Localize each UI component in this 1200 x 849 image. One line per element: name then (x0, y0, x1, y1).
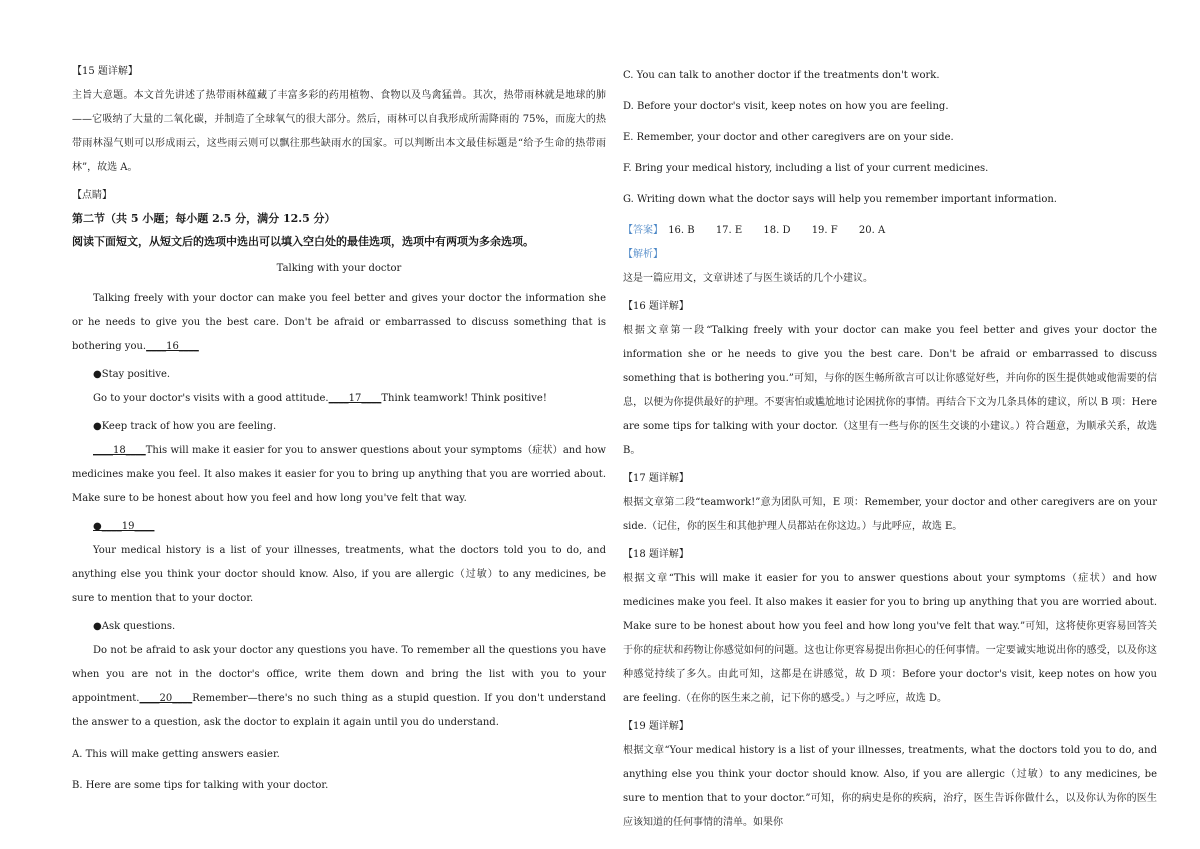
answer-19: 19. F (811, 225, 838, 236)
q16-heading: 【16 题详解】 (623, 301, 689, 312)
passage-paragraph-4: Your medical history is a list of your illnesses, treatments, what the doctors told you to do, and anything else you think your doctor should know. Also, if you are allergic（过敏）to any medicines, be sure to mention that to your doctor. (72, 545, 606, 604)
answer-20: 20. A (858, 225, 886, 236)
section-instruction: 阅读下面短文，从短文后的选项中选出可以填入空白处的最佳选项，选项中有两项为多余选项。 (72, 235, 534, 248)
bullet-ask-questions: ●Ask questions. (93, 621, 176, 632)
q19-explanation: 根据文章“Your medical history is a list of your illnesses, treatments, what the doctors told you to do, and anything else you think your doctor should know. Also, if you are allergic（过敏）to any medicines, be sure to mention that to your doctor.”可知，你的病史是你的疾病，治疗，医生告诉你做什么，以及你认为你的医生应该知道的任何事情的清单。如果你 (623, 745, 1157, 828)
q15-explanation: 主旨大意题。本文首先讲述了热带雨林蕴藏了丰富多彩的药用植物、食物以及鸟禽猛兽。其次，热带雨林就是地球的肺——它吸纳了大量的二氧化碳，并制造了全球氧气的很大部分。然后，雨林可以自我形成所需降雨的 75%，而庞大的热带雨林湿气则可以形成雨云，这些雨云则可以飘往那些缺雨水的国家。可以判断出本文最佳标题是“给予生命的热带雨林”，故选 A。 (72, 90, 606, 173)
option-c: C. You can talk to another doctor if the treatments don't work. (623, 70, 940, 81)
q16-explanation: 根据文章第一段“Talking freely with your doctor can make you feel better and gives your doctor the information she or he needs to give you the best care. Don't be afraid or embarrassed to discuss something that is bothering you.”可知，与你的医生畅所欲言可以让你感觉好些，并向你的医生提供她或他需要的信息，以便为你提供最好的护理。不要害怕或尴尬地讨论困扰你的事情。再结合下文为几条具体的建议，所以 B 项：Here are some tips for talking with your doctor.（这里有一些与你的医生交谈的小建议。）符合题意，为顺承关系，故选 B。 (623, 325, 1157, 456)
passage-paragraph-1 (72, 287, 606, 359)
left-column (72, 60, 606, 801)
blank-20: ____20____ (139, 693, 193, 704)
blank-17: ____17____ (328, 393, 382, 404)
q17-explanation: 根据文章第二段“teamwork!”意为团队可知，E 项：Remember, your doctor and other caregivers are on your side.（记住，你的医生和其他护理人员都站在你这边。）与此呼应，故选 E。 (623, 497, 1157, 532)
answer-16: 16. B (668, 225, 695, 236)
dianjing-heading: 【点睛】 (72, 190, 112, 201)
answer-line (623, 219, 1157, 243)
option-f: F. Bring your medical history, including a list of your current medicines. (623, 163, 989, 174)
blank-18: ____18____ (93, 445, 146, 456)
passage-paragraph-2 (72, 387, 606, 411)
paragraph-text: Go to your doctor's visits with a good attitude. (93, 393, 329, 404)
option-a: A. This will make getting answers easier. (72, 749, 280, 760)
analysis-body: 这是一篇应用文，文章讲述了与医生谈话的几个小建议。 (623, 273, 873, 284)
option-d: D. Before your doctor's visit, keep notes on how you are feeling. (623, 101, 949, 112)
paragraph-text: Remember—there's no such thing as a stupid question. If you don't understand the answer to a question, ask the doctor to explain it again until you do understand. (72, 693, 606, 728)
passage-paragraph-3 (72, 439, 606, 511)
paragraph-text: This will make it easier for you to answer questions about your symptoms（症状）and how medicines make you feel. It also makes it easier for you to bring up anything that you are worried about. Make sure to be honest about how you feel and how long you've felt that way. (72, 445, 606, 504)
passage-paragraph-5 (72, 639, 606, 735)
option-e: E. Remember, your doctor and other caregivers are on your side. (623, 132, 954, 143)
q18-heading: 【18 题详解】 (623, 549, 689, 560)
blank-16: ____16____ (146, 341, 199, 352)
right-column (623, 60, 1157, 839)
bullet-keep-track: ●Keep track of how you are feeling. (93, 421, 277, 432)
option-g: G. Writing down what the doctor says will help you remember important information. (623, 194, 1057, 205)
bullet-stay-positive: ●Stay positive. (93, 369, 171, 380)
answer-18: 18. D (763, 225, 791, 236)
option-b: B. Here are some tips for talking with your doctor. (72, 780, 329, 791)
section-heading: 第二节（共 5 小题；每小题 2.5 分，满分 12.5 分） (72, 212, 336, 225)
answer-17: 17. E (715, 225, 743, 236)
bullet-blank-19: ●____19____ (93, 521, 155, 532)
paragraph-text: Think teamwork! Think positive! (381, 393, 547, 404)
q15-heading: 【15 题详解】 (72, 66, 138, 77)
q17-heading: 【17 题详解】 (623, 473, 689, 484)
paragraph-text: Do not be afraid to ask your doctor any questions you have. To remember all the questions you have when you are not in the doctor's office, write them down and bring the list with you to your appointment. (72, 645, 606, 704)
answer-label: 【答案】 (623, 225, 663, 236)
q18-explanation: 根据文章“This will make it easier for you to answer questions about your symptoms（症状）and how medicines make you feel. It also makes it easier for you to bring up anything that you are worried about. Make sure to be honest about how you feel and how long you've felt that way.”可知，这将使你更容易回答关于你的症状和药物让你感觉如何的问题。这也让你更容易提出你担心的任何事情。一定要诚实地说出你的感受，以及你这种感觉持续了多久。由此可知，这都是在讲感觉，故 D 项：Before your doctor's visit, keep notes on how you are feeling.（在你的医生来之前，记下你的感受。）与之呼应，故选 D。 (623, 573, 1157, 704)
q19-heading: 【19 题详解】 (623, 721, 689, 732)
analysis-label: 【解析】 (623, 249, 663, 260)
passage-title: Talking with your doctor (276, 263, 402, 274)
paragraph-text: Talking freely with your doctor can make you feel better and gives your doctor the information she or he needs to give you the best care. Don't be afraid or embarrassed to discuss something that is bothering you. (72, 293, 606, 352)
